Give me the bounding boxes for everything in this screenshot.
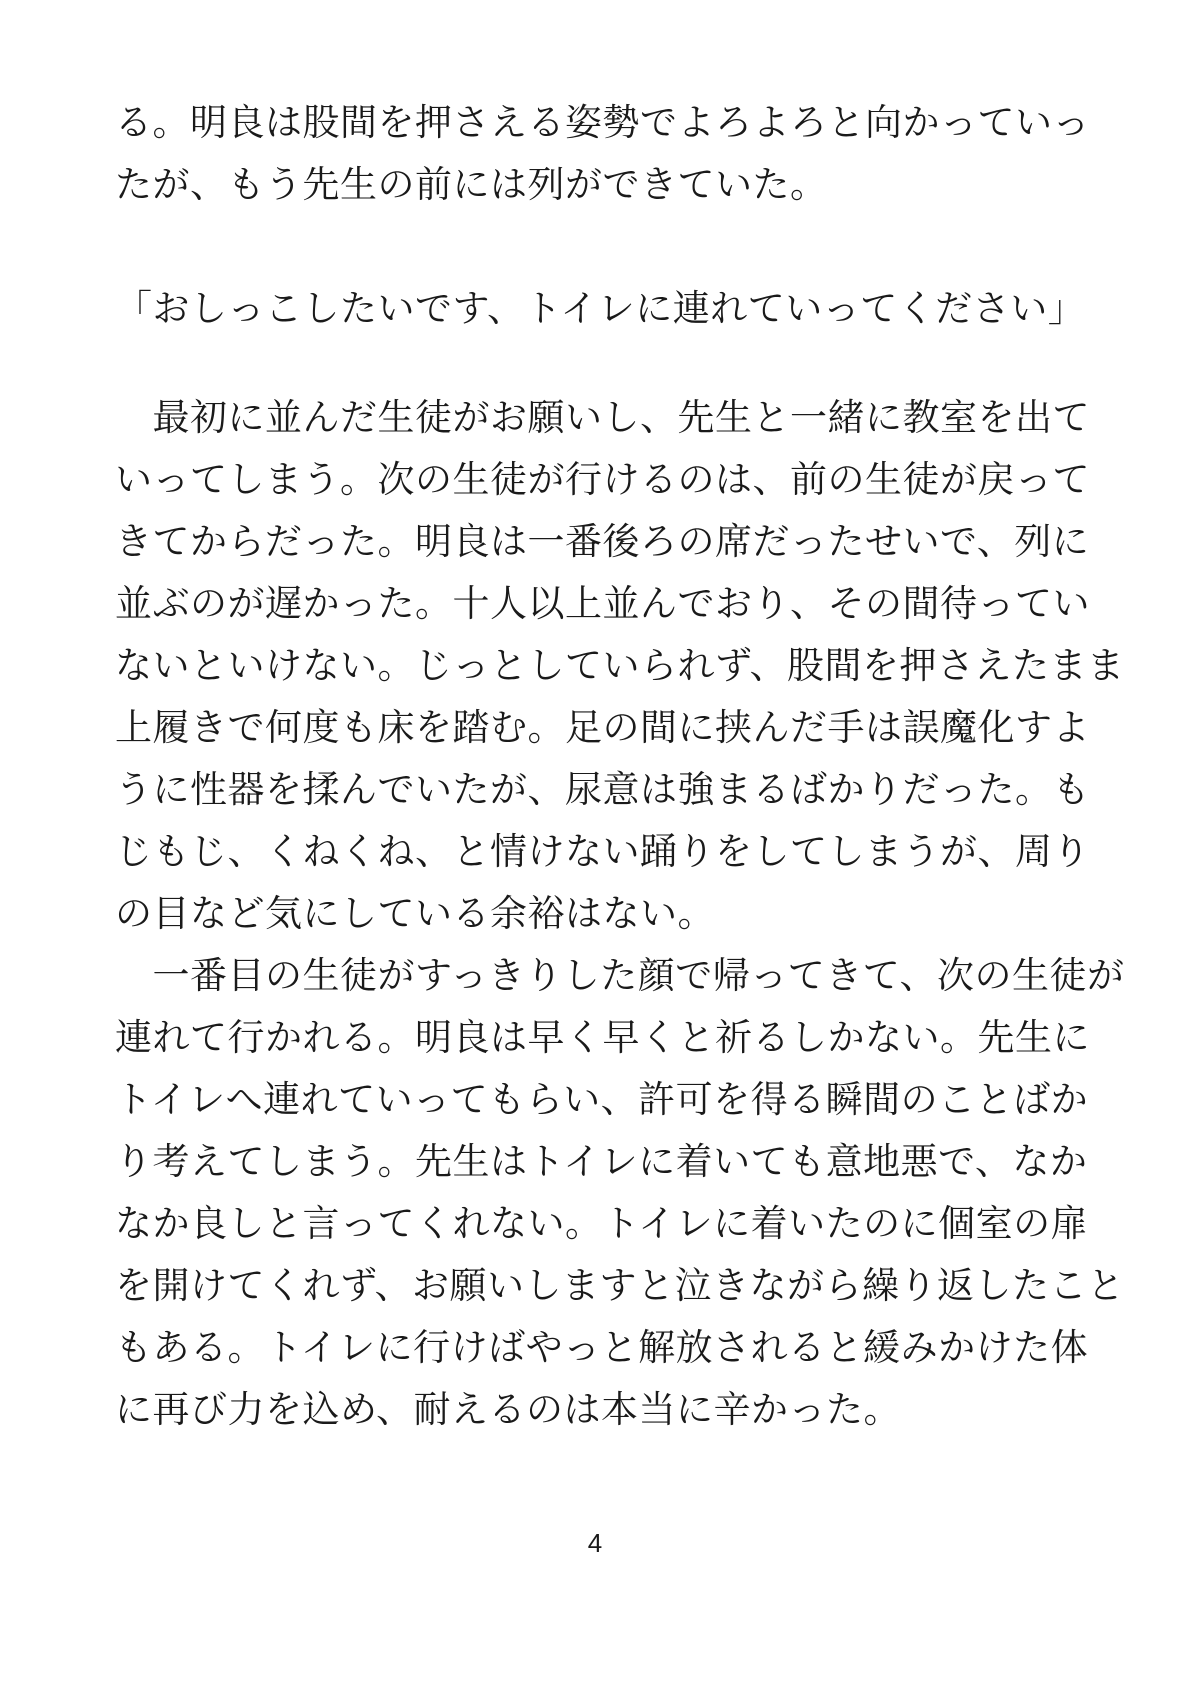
text-line-9: 並ぶのが遅かった。十人以上並んでおり、その間待ってい: [115, 582, 1090, 625]
text-line-7: いってしまう。次の生徒が行けるのは、前の生徒が戻って: [115, 458, 1090, 501]
text-line-10: ないといけない。じっとしていられず、股間を押さえたまま: [115, 644, 1125, 687]
text-line-20: を開けてくれず、お願いしますと泣きながら繰り返したこと: [115, 1264, 1125, 1307]
text-line-18: り考えてしまう。先生はトイレに着いても意地悪で、なか: [115, 1140, 1088, 1183]
text-line-8: きてからだった。明良は一番後ろの席だったせいで、列に: [115, 520, 1090, 563]
text-line-2: たが、もう先生の前には列ができていた。: [115, 163, 828, 206]
text-line-21: もある。トイレに行けばやっと解放されると緩みかけた体: [115, 1326, 1089, 1369]
text-line-14: の目など気にしている余裕はない。: [115, 892, 715, 935]
text-line-13: じもじ、くねくね、と情けない踊りをしてしまうが、周り: [115, 830, 1090, 873]
text-line-12: うに性器を揉んでいたが、尿意は強まるばかりだった。も: [115, 768, 1090, 811]
text-line-16: 連れて行かれる。明良は早く早くと祈るしかない。先生に: [115, 1016, 1090, 1059]
text-line-1: る。明良は股間を押さえる姿勢でよろよろと向かっていっ: [115, 101, 1090, 144]
page-number: 4: [587, 1528, 603, 1558]
text-line-22: に再び力を込め、耐えるのは本当に辛かった。: [115, 1388, 902, 1431]
text-line-15: 一番目の生徒がすっきりした顔で帰ってきて、次の生徒が: [115, 954, 1125, 997]
text-line-6: 最初に並んだ生徒がお願いし、先生と一緒に教室を出て: [115, 396, 1090, 439]
text-line-11: 上履きで何度も床を踏む。足の間に挟んだ手は誤魔化すよ: [115, 706, 1090, 749]
text-line-17: トイレへ連れていってもらい、許可を得る瞬間のことばか: [115, 1078, 1089, 1121]
dialogue-line: 「おしっこしたいです、トイレに連れていってください」: [115, 287, 1086, 330]
text-line-19: なか良しと言ってくれない。トイレに着いたのに個室の扉: [115, 1202, 1089, 1245]
